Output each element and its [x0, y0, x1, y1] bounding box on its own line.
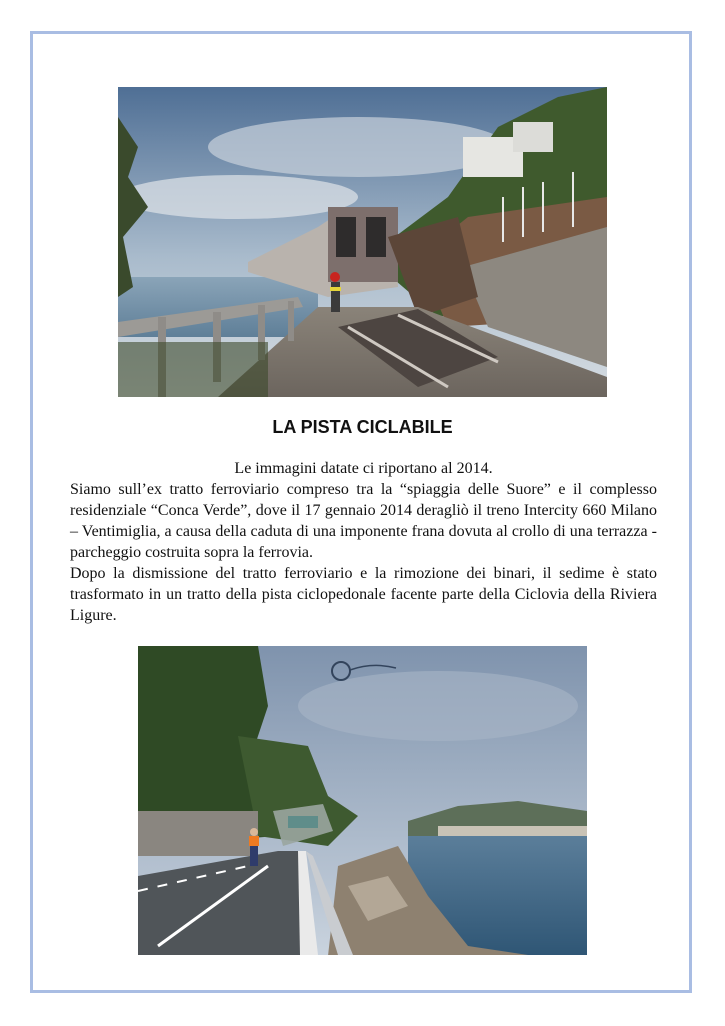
- paragraph-intro: Le immagini datate ci riportano al 2014.: [234, 460, 493, 477]
- page-title: LA PISTA CICLABILE: [272, 417, 453, 437]
- body-text: [70, 458, 657, 626]
- paragraph-cycle-path: Dopo la dismissione del tratto ferroviario e la rimozione dei binari, il sedime è stato trasformato in un tratto della pista ciclopedonale facente parte della Ciclovia della Riviera Ligure.: [70, 565, 657, 624]
- photo-derailed-train-coastal-path: [118, 87, 607, 397]
- paragraph-derailment: Siamo sull’ex tratto ferroviario compreso tra la “spiaggia delle Suore” e il complesso residenziale “Conca Verde”, dove il 17 gennaio 2014 deragliò il treno Intercity 660 Milano – Ventimiglia, a causa della caduta di una imponente frana dovuta al crollo di una terrazza - parcheggio costruita sopra la ferrovia.: [70, 481, 657, 561]
- photo-cycle-path-seaside: [138, 646, 587, 955]
